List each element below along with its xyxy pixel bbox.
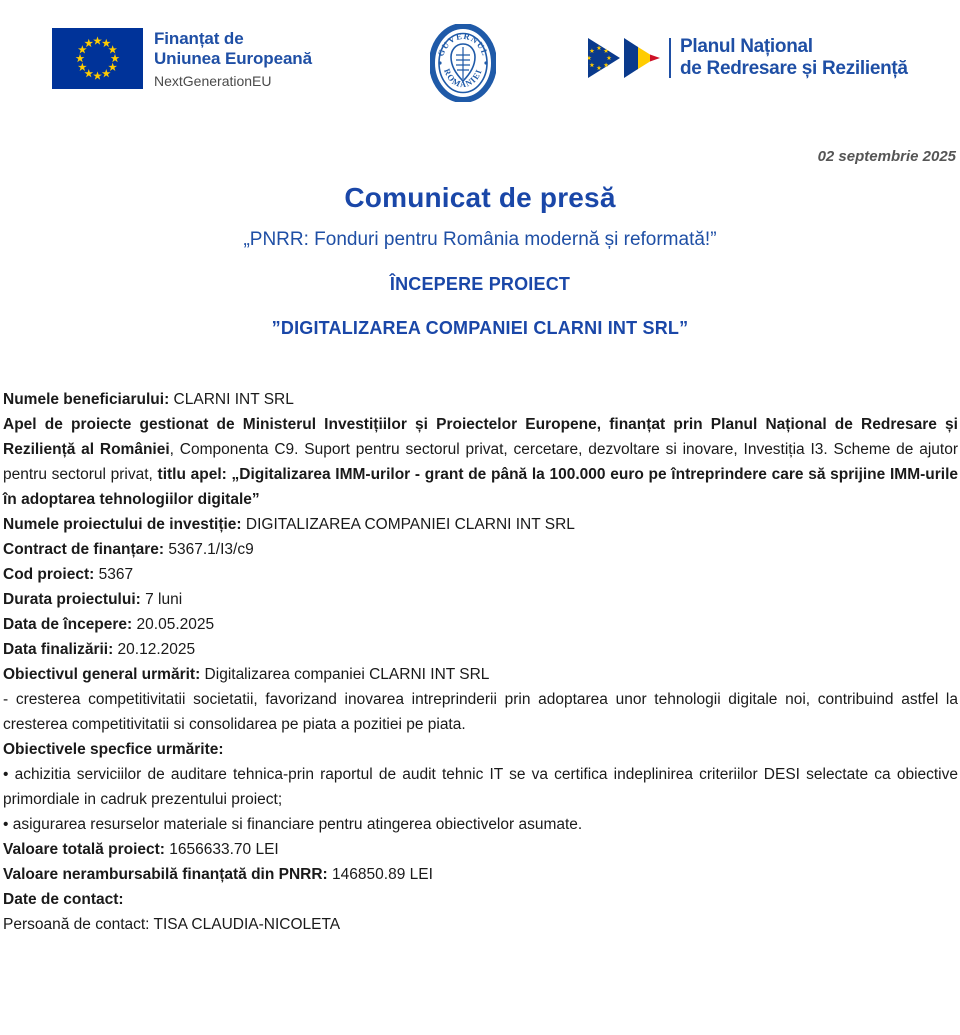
start-date-value: 20.05.2025 bbox=[132, 616, 215, 633]
pnrr-logo-text bbox=[680, 36, 908, 80]
duration-label: Durata proiectului: bbox=[3, 591, 141, 608]
svg-text:ROMÂNIEI: ROMÂNIEI bbox=[442, 67, 484, 90]
project-status-heading: ÎNCEPERE PROIECT bbox=[389, 274, 571, 294]
logo-header-bar bbox=[0, 0, 960, 120]
document-date: 02 septembrie 2025 bbox=[817, 148, 956, 165]
total-value-line bbox=[3, 837, 958, 862]
title-block bbox=[0, 181, 960, 339]
contract-label: Contract de finanțare: bbox=[3, 541, 165, 558]
grant-value-line bbox=[3, 862, 958, 887]
specific-objective-item-2: • asigurarea resurselor materiale si financiare pentru atingerea obiectivelor asumate. bbox=[3, 816, 583, 833]
contact-person-line bbox=[3, 912, 958, 937]
beneficiary-value: CLARNI INT SRL bbox=[169, 391, 294, 408]
pnrr-logo-line2: de Redresare și Reziliență bbox=[680, 58, 908, 79]
general-objective-value: Digitalizarea companiei CLARNI INT SRL bbox=[200, 666, 490, 683]
document-body bbox=[0, 387, 960, 937]
call-bold-part-2: titlu apel: „Digitalizarea IMM-urilor - grant de până la 100.000 euro pe întreprindere care să sprijine IMM-urile în adoptarea tehnologiilor digitale” bbox=[3, 466, 958, 508]
pnrr-arrows-icon bbox=[588, 36, 660, 80]
eu-logo-line3: NextGenerationEU bbox=[154, 73, 272, 89]
call-normal-part: , Componenta C9. Suport pentru sectorul privat, cercetare, dezvoltare si inovare, Investiția I3. Scheme de ajutor pentru sectorul privat, bbox=[3, 441, 958, 483]
eu-funding-logo bbox=[52, 28, 312, 91]
pnrr-logo-divider bbox=[669, 38, 671, 78]
eu-logo-line2: Uniunea Europeană bbox=[154, 49, 312, 68]
eu-logo-text bbox=[154, 28, 312, 91]
start-date-label: Data de începere: bbox=[3, 616, 133, 633]
government-of-romania-seal-icon bbox=[430, 24, 496, 102]
specific-objectives-heading bbox=[3, 737, 958, 762]
project-name-value: DIGITALIZAREA COMPANIEI CLARNI INT SRL bbox=[241, 516, 575, 533]
contact-person-value: TISA CLAUDIA-NICOLETA bbox=[149, 916, 341, 933]
specific-objectives-label: Obiectivele specfice urmărite: bbox=[3, 741, 224, 758]
general-objective-label: Obiectivul general urmărit: bbox=[3, 666, 201, 683]
beneficiary-line bbox=[3, 387, 958, 412]
project-code-value: 5367 bbox=[94, 566, 134, 583]
specific-objective-item-1: • achizitia serviciilor de auditare tehnica-prin raportul de audit tehnic IT se va certifica indeplinirea criteriilor DESI selectate ca obiective primordiale in cadruk prezentului proiect; bbox=[3, 766, 958, 808]
contact-label: Date de contact: bbox=[3, 891, 124, 908]
grant-value-label: Valoare nerambursabilă finanțată din PNRR: bbox=[3, 866, 328, 883]
svg-text:GUVERNUL: GUVERNUL bbox=[435, 30, 491, 58]
pnrr-logo-line1: Planul Național bbox=[680, 36, 813, 57]
end-date-label: Data finalizării: bbox=[3, 641, 114, 658]
contact-heading bbox=[3, 887, 958, 912]
grant-value-amount: 146850.89 LEI bbox=[327, 866, 433, 883]
project-code-label: Cod proiect: bbox=[3, 566, 95, 583]
pnrr-logo bbox=[588, 36, 908, 80]
beneficiary-label: Numele beneficiarului: bbox=[3, 391, 170, 408]
general-objective-detail: - cresterea competitivitatii societatii, favorizand inovarea intreprinderii prin adoptarea unor tehnologii digitale noi, contribuind astfel la cresterea competitivitatii si consolidarea pe piata a pozitiei pe piata. bbox=[3, 691, 958, 733]
start-date-line bbox=[3, 612, 958, 637]
contract-value: 5367.1/I3/c9 bbox=[164, 541, 254, 558]
project-code-line bbox=[3, 562, 958, 587]
end-date-value: 20.12.2025 bbox=[113, 641, 196, 658]
end-date-line bbox=[3, 637, 958, 662]
page-subtitle: „PNRR: Fonduri pentru România modernă și reformată!” bbox=[243, 229, 717, 250]
page-title: Comunicat de presă bbox=[344, 182, 616, 213]
contact-person-label: Persoană de contact: bbox=[3, 916, 150, 933]
duration-value: 7 luni bbox=[140, 591, 183, 608]
total-value-label: Valoare totală proiect: bbox=[3, 841, 165, 858]
project-name-line bbox=[3, 512, 958, 537]
project-title: ”DIGITALIZAREA COMPANIEI CLARNI INT SRL” bbox=[271, 318, 689, 338]
call-paragraph bbox=[3, 412, 958, 512]
total-value-amount: 1656633.70 LEI bbox=[164, 841, 279, 858]
duration-line bbox=[3, 587, 958, 612]
project-name-label: Numele proiectului de investiție: bbox=[3, 516, 242, 533]
contract-line bbox=[3, 537, 958, 562]
eu-logo-line1: Finanțat de bbox=[154, 29, 244, 48]
call-bold-part-1: Apel de proiecte gestionat de Ministerul Investițiilor și Proiectelor Europene, finanțat prin Planul Național de Redresare și Reziliență al României bbox=[3, 416, 958, 458]
general-objective-line bbox=[3, 662, 958, 687]
european-union-flag-icon bbox=[52, 28, 143, 89]
